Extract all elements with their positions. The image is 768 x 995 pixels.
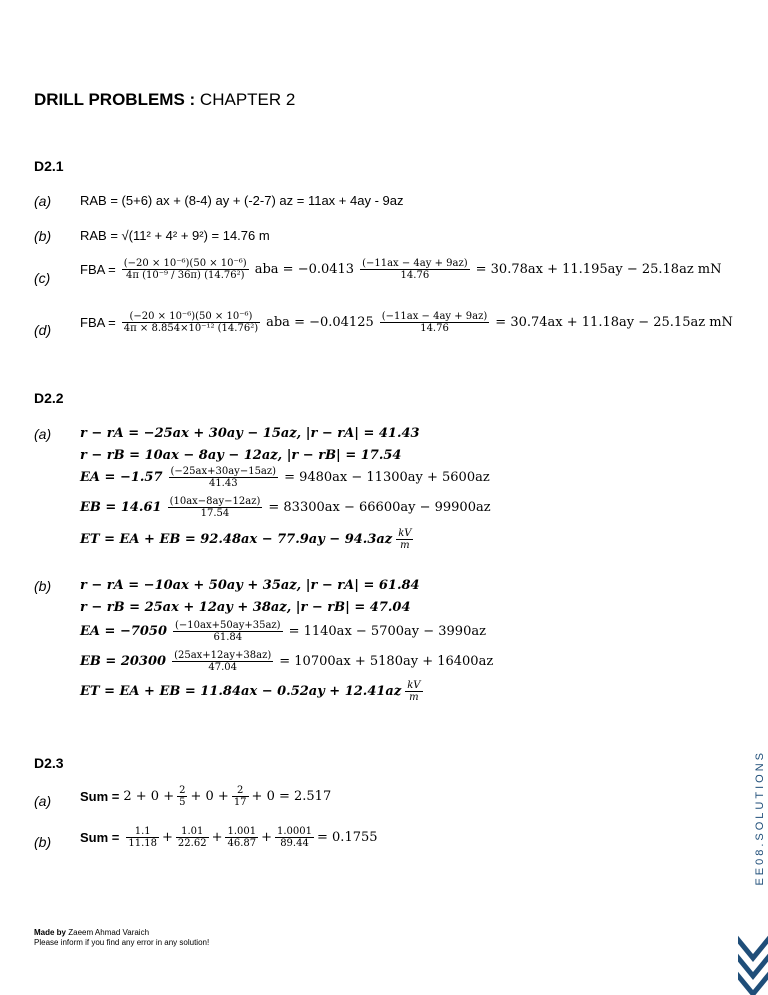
d21-c-numerator2: (−11ax − 4ay + 9az) (362, 258, 468, 269)
d21-c-denominator2: 14.76 (400, 270, 430, 281)
d22-b4-numerator: (25ax+12ay+38az) (174, 650, 272, 661)
d21-d-fraction (122, 311, 260, 334)
d23-b-result: = 0.1755 (317, 830, 378, 845)
d21-b-equation: RAB = √(11² + 4² + 9²) = 14.76 m (80, 228, 270, 243)
d22-a-line2: r − rB = 10ax − 8ay − 12az, |r − rB| = 17.54 (80, 448, 402, 463)
d23-a-label: (a) (34, 793, 52, 809)
d21-c-label: (c) (34, 270, 51, 286)
d22-b-line4 (80, 650, 493, 673)
d23-a-part2: + 0 + (190, 789, 229, 804)
d21-d-fraction2 (380, 311, 490, 334)
d21-d-rhs: = 30.74ax + 11.18ay − 25.15az mN (495, 315, 733, 330)
brand-chevron-icon (738, 925, 768, 995)
d22-a4-rhs: = 83300ax − 66600ay − 99900az (268, 500, 491, 515)
d21-d-mid: aba = −0.04125 (266, 315, 374, 330)
d21-d-numerator: (−20 × 10⁻⁶)(50 × 10⁻⁶) (122, 311, 260, 323)
d22-a3-numerator: (−25ax+30ay−15az) (170, 466, 277, 477)
d21-c-denominator: 4π (10⁻⁹ / 36π) (14.76²) (125, 270, 245, 281)
d23-a-f1-num: 2 (179, 785, 186, 796)
d23-a-part3: + 0 = 2.517 (251, 789, 332, 804)
page-title (34, 90, 295, 110)
d22-a3-denominator: 41.43 (208, 478, 238, 489)
d22-b5-unit (405, 680, 422, 703)
d22-a3-lhs: EA = −1.57 (80, 470, 163, 485)
d23-b-lhs: Sum = (80, 830, 120, 845)
section-heading-d23: D2.3 (34, 755, 64, 771)
d23-a-lhs: Sum = (80, 789, 120, 804)
d23-a-fraction2 (232, 785, 249, 808)
d22-a-line3 (80, 466, 490, 489)
d23-a-f2-den: 17 (233, 797, 247, 808)
d21-d-denominator: 4π × 8.854×10⁻¹² (14.76²) (123, 323, 259, 334)
d22-a-line1: r − rA = −25ax + 30ay − 15az, |r − rA| = 41.43 (80, 426, 420, 441)
brand-vertical-text: EE08.SOLUTIONS (754, 750, 766, 886)
d21-b-label: (b) (34, 228, 52, 244)
d21-d-label: (d) (34, 322, 52, 338)
d23-b-fraction1 (126, 826, 159, 849)
d22-b3-lhs: EA = −7050 (80, 624, 168, 639)
d22-b4-fraction (172, 650, 273, 673)
d21-c-rhs: = 30.78ax + 11.195ay − 25.18az mN (475, 262, 722, 277)
d23-b-fraction3 (225, 826, 258, 849)
footer-made-by-name: Zaeem Ahmad Varaich (68, 928, 150, 937)
d22-a5-unit (396, 528, 413, 551)
d21-a-equation: RAB = (5+6) ax + (8-4) ay + (-2-7) az = 11ax + 4ay - 9az (80, 193, 404, 208)
d22-b5-unit-num: kV (407, 680, 421, 691)
d23-a-f1-den: 5 (179, 797, 186, 808)
d23-a-fraction1 (177, 785, 187, 808)
d22-b5-unit-den: m (409, 692, 419, 703)
d23-b-f2-num: 1.01 (176, 826, 209, 838)
d22-b3-numerator: (−10ax+50ay+35az) (175, 620, 281, 631)
d22-b4-rhs: = 10700ax + 5180ay + 16400az (279, 654, 494, 669)
d23-a-part1: 2 + 0 + (123, 789, 175, 804)
d23-b-f4-den: 89.44 (280, 838, 309, 849)
d21-a-label: (a) (34, 193, 52, 209)
d21-d-numerator2: (−11ax − 4ay + 9az) (381, 311, 488, 322)
d21-d-lhs: FBA = (80, 315, 116, 330)
d23-b-f1-num: 1.1 (126, 826, 159, 838)
d22-a-label: (a) (34, 426, 52, 442)
d21-c-mid: aba = −0.0413 (254, 262, 355, 277)
d22-b4-lhs: EB = 20300 (80, 654, 167, 669)
d22-a-line5 (80, 528, 417, 551)
d22-a-line4 (80, 496, 491, 519)
d22-b-line1: r − rA = −10ax + 50ay + 35az, |r − rA| = 61.84 (80, 578, 420, 593)
d21-c-fraction2 (360, 258, 470, 281)
d23-b-label: (b) (34, 834, 52, 850)
d23-b-fraction4 (275, 826, 314, 849)
footer-note: Please inform if you find any error in any solution! (34, 938, 210, 947)
d23-b-f1-den: 11.18 (128, 838, 158, 849)
d23-a-equation (80, 785, 331, 808)
d23-b-equation: Sum = $\frac{1.1}{11.18}$ + $\frac{1.01}{22.62}$ + $\frac{1.001}{46.87}$ + $\frac{1.0001}{89.44}$ = 0.1755 (80, 826, 378, 849)
d22-a4-fraction (168, 496, 263, 519)
d22-b-line2: r − rB = 25ax + 12ay + 38az, |r − rB| = 47.04 (80, 600, 411, 615)
section-heading-d22: D2.2 (34, 390, 64, 406)
d22-a4-numerator: (10ax−8ay−12az) (169, 496, 261, 507)
d23-b-fraction2 (176, 826, 209, 849)
d21-c-numerator: (−20 × 10⁻⁶)(50 × 10⁻⁶) (123, 258, 247, 269)
d22-b3-fraction (173, 620, 283, 643)
d23-a-f2-num: 2 (232, 785, 249, 797)
d22-b-line5 (80, 680, 427, 703)
d21-d-equation (80, 311, 733, 334)
footer-made-by (34, 928, 149, 937)
d23-b-f3-num: 1.001 (227, 826, 257, 837)
d21-c-equation (80, 258, 722, 281)
d23-b-f3-den: 46.87 (227, 838, 257, 849)
d21-c-lhs: FBA = (80, 262, 116, 277)
footer-made-by-label: Made by (34, 928, 67, 937)
d22-b3-denominator: 61.84 (213, 632, 243, 643)
title-bold: DRILL PROBLEMS : (34, 90, 196, 109)
d23-b-f4-num: 1.0001 (277, 826, 313, 837)
d22-b-line3 (80, 620, 486, 643)
d22-a3-rhs: = 9480ax − 11300ay + 5600az (284, 470, 490, 485)
d22-a5-unit-num: kV (398, 528, 412, 539)
d22-a4-denominator: 17.54 (200, 508, 230, 519)
d21-d-denominator2: 14.76 (420, 323, 449, 334)
d22-b3-rhs: = 1140ax − 5700ay − 3990az (288, 624, 486, 639)
d23-b-f2-den: 22.62 (177, 838, 207, 849)
d22-a4-lhs: EB = 14.61 (80, 500, 162, 515)
d22-b-label: (b) (34, 578, 52, 594)
section-heading-d21: D2.1 (34, 158, 64, 174)
d22-a5-text: ET = EA + EB = 92.48ax − 77.9ay − 94.3az (80, 532, 393, 547)
title-rest: CHAPTER 2 (199, 90, 296, 109)
d21-c-fraction (122, 258, 249, 281)
d22-a3-fraction (169, 466, 279, 489)
d22-b4-denominator: 47.04 (208, 662, 237, 673)
d22-a5-unit-den: m (400, 540, 410, 551)
d22-b5-text: ET = EA + EB = 11.84ax − 0.52ay + 12.41az (80, 684, 402, 699)
